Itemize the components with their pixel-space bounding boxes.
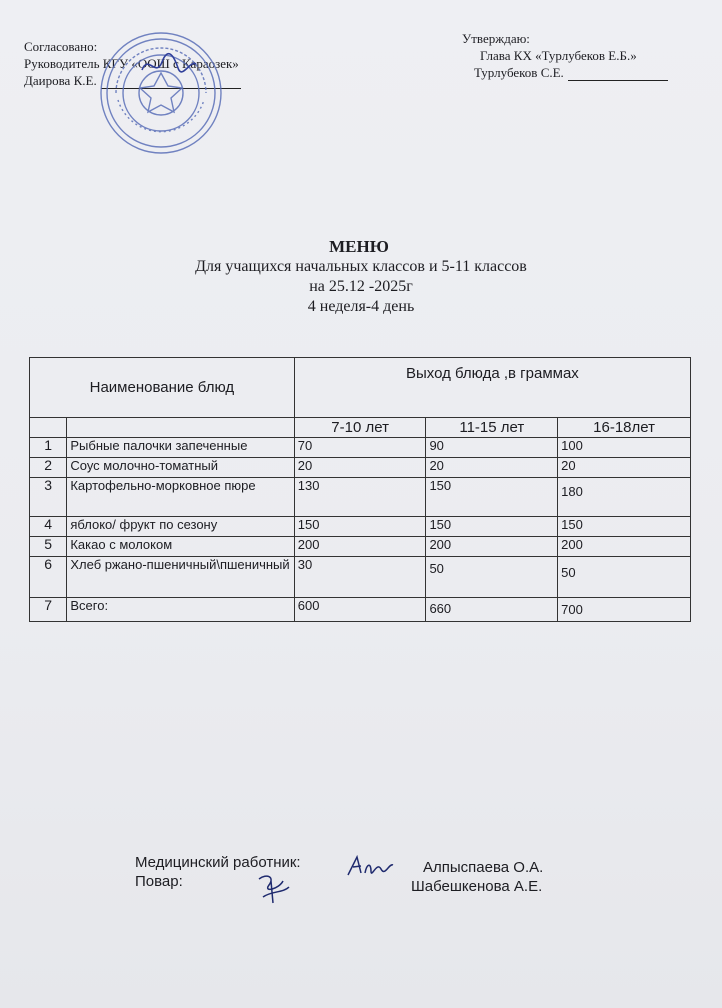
cook-name: Шабешкенова А.Е. (411, 878, 543, 895)
medic-label: Медицинский работник: (135, 854, 301, 871)
menu-table (29, 357, 691, 622)
age-col-3: 16-18лет (558, 418, 691, 438)
table-header-row (30, 358, 691, 418)
value-7-10: 30 (294, 557, 426, 598)
row-number: 1 (30, 438, 67, 458)
value-7-10: 600 (294, 598, 426, 622)
approval-heading: Согласовано: (24, 39, 98, 54)
official-stamp-icon (96, 28, 226, 158)
footer-names (411, 858, 543, 896)
value-16-18: 700 (558, 598, 691, 622)
header-output-grams: Выход блюда ,в граммах (294, 358, 690, 418)
table-row (30, 517, 691, 537)
confirm-block (462, 30, 712, 81)
value-16-18: 150 (558, 517, 691, 537)
menu-title-block (0, 237, 722, 317)
value-11-15: 660 (426, 598, 558, 622)
table-row (30, 537, 691, 557)
value-16-18: 200 (558, 537, 691, 557)
confirm-name: Турлубеков С.Е. (474, 65, 564, 80)
value-11-15: 200 (426, 537, 558, 557)
value-11-15: 150 (426, 517, 558, 537)
value-7-10: 70 (294, 438, 426, 458)
header-dish-name: Наименование блюд (30, 358, 295, 418)
confirm-heading: Утверждаю: (462, 31, 530, 46)
menu-subtitle: Для учащихся начальных классов и 5-11 классов (195, 258, 527, 275)
value-7-10: 200 (294, 537, 426, 557)
dish-name: Рыбные палочки запеченные (67, 438, 294, 458)
approval-name: Даирова К.Е. (24, 73, 97, 88)
confirm-signature-line (568, 80, 668, 81)
medic-name: Алпыспаева О.А. (423, 859, 544, 876)
value-11-15: 90 (426, 438, 558, 458)
menu-week-day: 4 неделя-4 день (307, 298, 415, 315)
menu-title: МЕНЮ (329, 237, 389, 256)
approval-signature-icon (138, 50, 198, 80)
value-16-18: 20 (558, 458, 691, 478)
dish-name: Какао с молоком (67, 537, 294, 557)
value-16-18: 180 (558, 478, 691, 517)
dish-name: Картофельно-морковное пюре (67, 478, 294, 517)
confirm-position: Глава КХ «Турлубеков Е.Б.» (480, 48, 637, 63)
value-11-15: 150 (426, 478, 558, 517)
row-number: 2 (30, 458, 67, 478)
value-11-15: 50 (426, 557, 558, 598)
value-7-10: 150 (294, 517, 426, 537)
dish-name: яблоко/ фрукт по сезону (67, 517, 294, 537)
dish-name: Соус молочно-томатный (67, 458, 294, 478)
medic-signature-icon (345, 853, 395, 879)
cook-signature-icon (253, 871, 293, 905)
value-11-15: 20 (426, 458, 558, 478)
dish-name: Всего: (67, 598, 294, 622)
age-col-1: 7-10 лет (294, 418, 426, 438)
age-row-empty-cell (67, 418, 294, 438)
value-7-10: 20 (294, 458, 426, 478)
table-row (30, 478, 691, 517)
table-age-row (30, 418, 691, 438)
age-row-empty-cell (30, 418, 67, 438)
cook-label: Повар: (135, 873, 183, 890)
table-row (30, 598, 691, 622)
menu-date: на 25.12 -2025г (309, 278, 413, 295)
table-row (30, 458, 691, 478)
value-16-18: 100 (558, 438, 691, 458)
approval-position: Руководитель КГУ «ООШ с Караозек» (24, 56, 239, 71)
value-7-10: 130 (294, 478, 426, 517)
row-number: 7 (30, 598, 67, 622)
row-number: 6 (30, 557, 67, 598)
row-number: 4 (30, 517, 67, 537)
row-number: 3 (30, 478, 67, 517)
age-col-2: 11-15 лет (426, 418, 558, 438)
table-row (30, 438, 691, 458)
row-number: 5 (30, 537, 67, 557)
table-row (30, 557, 691, 598)
value-16-18: 50 (558, 557, 691, 598)
dish-name: Хлеб ржано-пшеничный\пшеничный (67, 557, 294, 598)
